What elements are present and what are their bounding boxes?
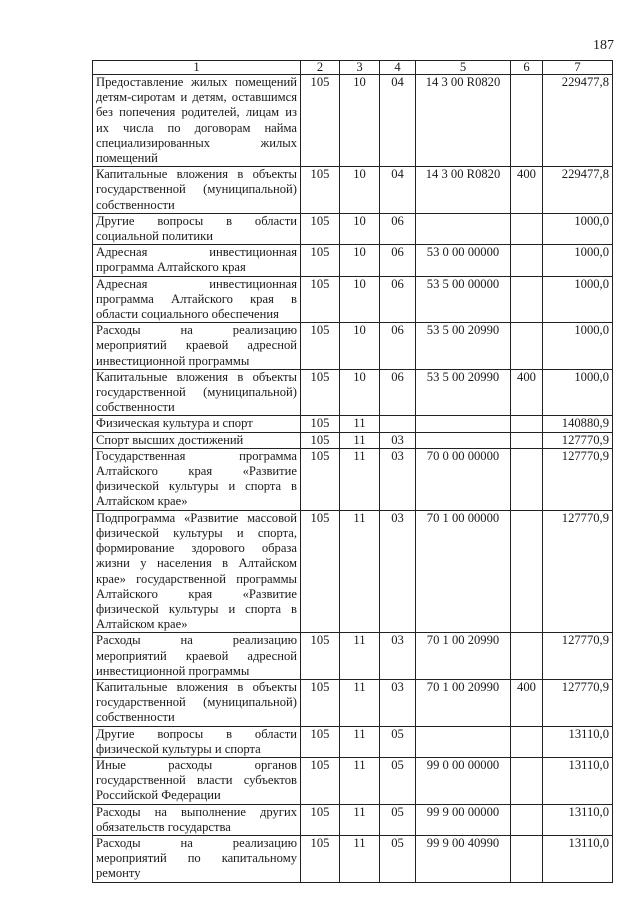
cell-amount: 229477,8 [543,167,613,214]
cell-ministry-code: 105 [301,323,340,370]
cell-target-article: 70 1 00 00000 [416,510,511,633]
cell-subsection: 03 [380,448,416,510]
cell-name: Адресная инвестиционная программа Алтайского края [93,245,301,276]
cell-target-article: 53 5 00 00000 [416,276,511,323]
header-cell: 7 [543,61,613,75]
table-row [93,245,613,276]
cell-section: 10 [340,369,380,416]
header-cell: 6 [511,61,543,75]
cell-expense-type [511,276,543,323]
cell-subsection: 03 [380,633,416,680]
table-row [93,757,613,804]
cell-section: 10 [340,167,380,214]
cell-ministry-code: 105 [301,432,340,448]
table-row [93,726,613,757]
cell-subsection: 03 [380,432,416,448]
cell-subsection: 06 [380,245,416,276]
cell-ministry-code: 105 [301,757,340,804]
cell-amount: 1000,0 [543,245,613,276]
cell-section: 11 [340,432,380,448]
cell-name: Капитальные вложения в объекты государственной (муниципальной) собственности [93,369,301,416]
cell-amount: 13110,0 [543,835,613,882]
cell-ministry-code: 105 [301,167,340,214]
cell-target-article [416,726,511,757]
cell-amount: 1000,0 [543,323,613,370]
cell-target-article: 14 3 00 R0820 [416,75,511,167]
cell-expense-type: 400 [511,679,543,726]
cell-section: 11 [340,835,380,882]
cell-subsection: 05 [380,804,416,835]
cell-name: Капитальные вложения в объекты государственной (муниципальной) собственности [93,679,301,726]
table-row [93,633,613,680]
cell-amount: 13110,0 [543,804,613,835]
cell-name: Расходы на реализацию мероприятий краевой адресной инвестиционной программы [93,633,301,680]
cell-amount: 127770,9 [543,510,613,633]
cell-target-article: 53 5 00 20990 [416,323,511,370]
cell-target-article [416,432,511,448]
table-row [93,448,613,510]
header-row [93,61,613,75]
cell-target-article [416,416,511,432]
cell-section: 10 [340,276,380,323]
cell-name: Расходы на выполнение других обязательств государства [93,804,301,835]
cell-section: 11 [340,510,380,633]
cell-expense-type [511,835,543,882]
cell-target-article: 99 9 00 00000 [416,804,511,835]
cell-expense-type [511,510,543,633]
cell-subsection [380,416,416,432]
cell-ministry-code: 105 [301,245,340,276]
cell-ministry-code: 105 [301,75,340,167]
cell-ministry-code: 105 [301,510,340,633]
header-cell: 3 [340,61,380,75]
cell-target-article: 70 1 00 20990 [416,679,511,726]
table-row [93,679,613,726]
table-body [93,75,613,883]
cell-target-article: 99 0 00 00000 [416,757,511,804]
cell-name: Капитальные вложения в объекты государственной (муниципальной) собственности [93,167,301,214]
cell-name: Расходы на реализацию мероприятий по капитальному ремонту [93,835,301,882]
cell-target-article: 53 0 00 00000 [416,245,511,276]
cell-subsection: 06 [380,323,416,370]
cell-subsection: 06 [380,276,416,323]
cell-ministry-code: 105 [301,448,340,510]
header-cell: 5 [416,61,511,75]
budget-table [92,60,613,883]
cell-expense-type [511,432,543,448]
cell-target-article [416,213,511,244]
cell-ministry-code: 105 [301,213,340,244]
cell-expense-type [511,245,543,276]
cell-section: 11 [340,804,380,835]
cell-name: Иные расходы органов государственной власти субъектов Российской Федерации [93,757,301,804]
table-row [93,323,613,370]
cell-section: 11 [340,726,380,757]
cell-name: Предоставление жилых помещений детям-сиротам и детям, оставшимся без попечения родителей, лицам из их числа по договорам найма специализированных жилых помещений [93,75,301,167]
cell-name: Физическая культура и спорт [93,416,301,432]
cell-subsection: 06 [380,213,416,244]
header-cell: 1 [93,61,301,75]
cell-ministry-code: 105 [301,369,340,416]
cell-subsection: 05 [380,726,416,757]
cell-subsection: 05 [380,835,416,882]
cell-subsection: 05 [380,757,416,804]
cell-subsection: 03 [380,679,416,726]
cell-expense-type [511,75,543,167]
cell-amount: 229477,8 [543,75,613,167]
table-row [93,416,613,432]
cell-expense-type [511,804,543,835]
cell-amount: 127770,9 [543,448,613,510]
cell-target-article: 14 3 00 R0820 [416,167,511,214]
header-cell: 4 [380,61,416,75]
table-row [93,167,613,214]
cell-section: 11 [340,633,380,680]
cell-section: 11 [340,416,380,432]
cell-name: Другие вопросы в области социальной политики [93,213,301,244]
cell-name: Государственная программа Алтайского края «Развитие физической культуры и спорта в Алтайском крае» [93,448,301,510]
cell-name: Адресная инвестиционная программа Алтайского края в области социального обеспечения [93,276,301,323]
cell-amount: 1000,0 [543,369,613,416]
table-row [93,835,613,882]
header-cell: 2 [301,61,340,75]
cell-expense-type [511,448,543,510]
cell-expense-type: 400 [511,167,543,214]
cell-expense-type [511,757,543,804]
cell-expense-type [511,213,543,244]
cell-ministry-code: 105 [301,835,340,882]
cell-name: Другие вопросы в области физической культуры и спорта [93,726,301,757]
cell-section: 10 [340,213,380,244]
cell-expense-type [511,323,543,370]
cell-target-article: 99 9 00 40990 [416,835,511,882]
cell-subsection: 06 [380,369,416,416]
cell-amount: 140880,9 [543,416,613,432]
cell-section: 10 [340,75,380,167]
cell-ministry-code: 105 [301,633,340,680]
cell-amount: 1000,0 [543,276,613,323]
cell-subsection: 04 [380,167,416,214]
cell-ministry-code: 105 [301,804,340,835]
cell-target-article: 70 1 00 20990 [416,633,511,680]
cell-section: 11 [340,757,380,804]
table-row [93,510,613,633]
cell-name: Подпрограмма «Развитие массовой физической культуры и спорта, формирование здорового образа жизни у населения в Алтайском крае» государственной программы Алтайского края «Развитие физической культуры и спорта в Алтайском крае» [93,510,301,633]
cell-subsection: 04 [380,75,416,167]
cell-target-article: 70 0 00 00000 [416,448,511,510]
cell-amount: 13110,0 [543,726,613,757]
cell-section: 11 [340,679,380,726]
cell-amount: 127770,9 [543,679,613,726]
table-row [93,804,613,835]
page-number: 187 [593,38,614,53]
table-row [93,369,613,416]
cell-amount: 127770,9 [543,432,613,448]
table-row [93,432,613,448]
cell-expense-type [511,633,543,680]
cell-ministry-code: 105 [301,416,340,432]
cell-ministry-code: 105 [301,679,340,726]
table-row [93,213,613,244]
table-row [93,75,613,167]
cell-target-article: 53 5 00 20990 [416,369,511,416]
cell-name: Расходы на реализацию мероприятий краевой адресной инвестиционной программы [93,323,301,370]
cell-name: Спорт высших достижений [93,432,301,448]
cell-subsection: 03 [380,510,416,633]
table-row [93,276,613,323]
cell-expense-type [511,726,543,757]
cell-section: 10 [340,323,380,370]
cell-ministry-code: 105 [301,726,340,757]
cell-ministry-code: 105 [301,276,340,323]
cell-amount: 1000,0 [543,213,613,244]
cell-expense-type [511,416,543,432]
cell-section: 11 [340,448,380,510]
cell-amount: 13110,0 [543,757,613,804]
cell-expense-type: 400 [511,369,543,416]
cell-section: 10 [340,245,380,276]
cell-amount: 127770,9 [543,633,613,680]
